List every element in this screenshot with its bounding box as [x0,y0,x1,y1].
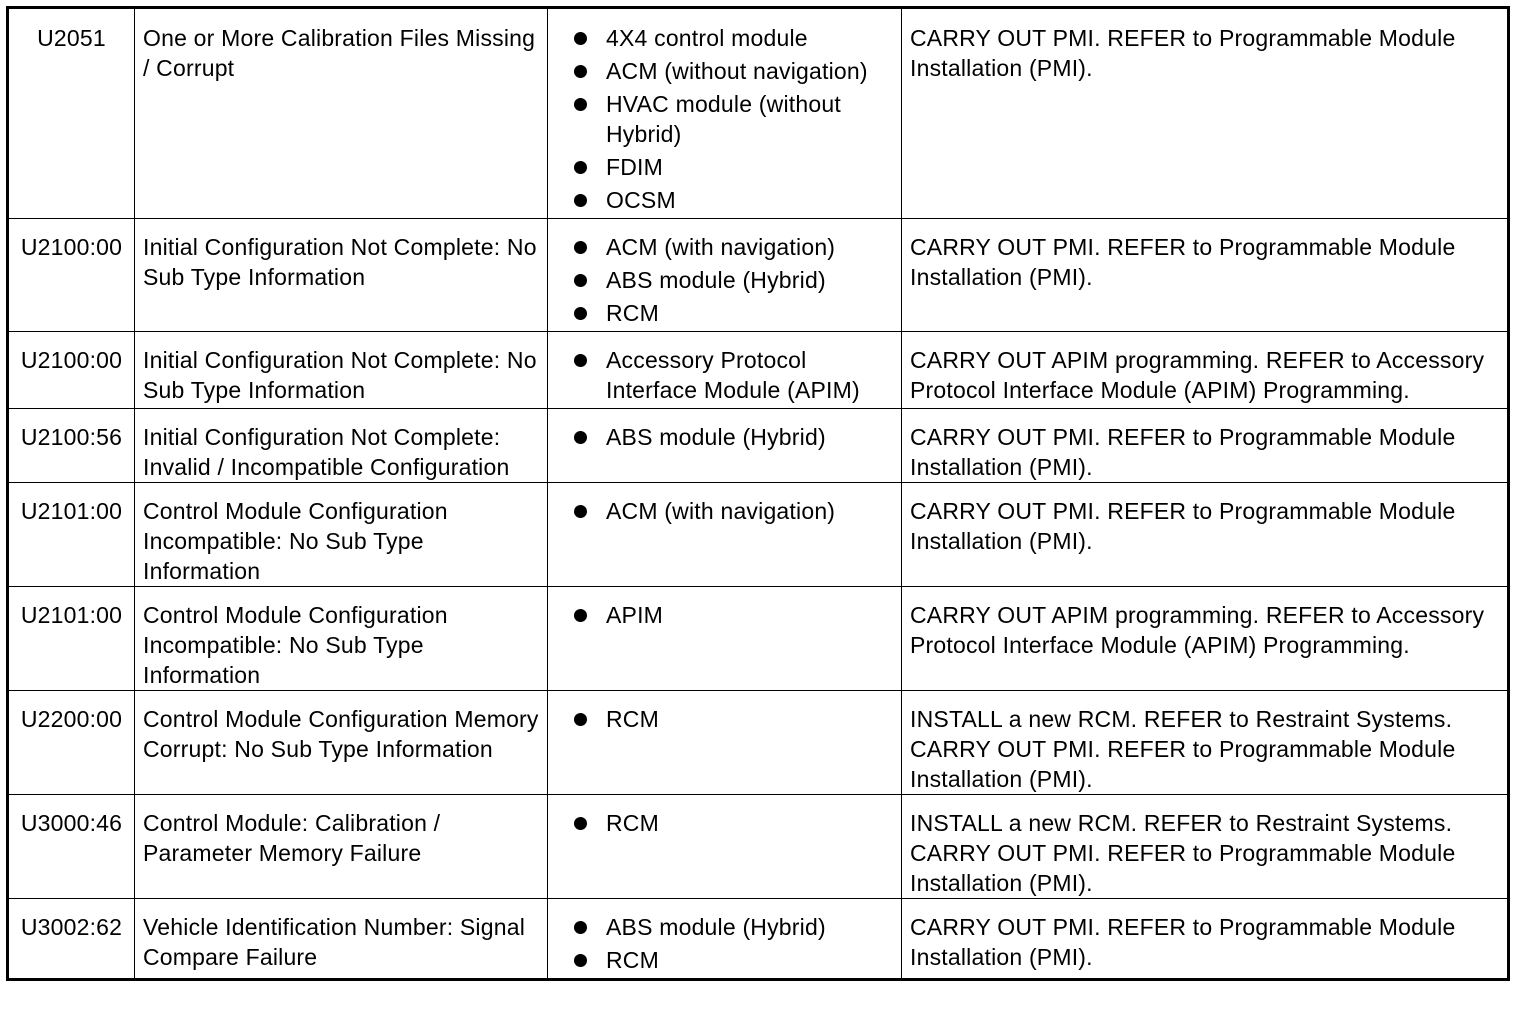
module-list [556,232,893,328]
dtc-description: One or More Calibration Files Missing / Corrupt [135,8,548,219]
table-row [8,795,1509,899]
dtc-code: U2200:00 [8,691,135,795]
dtc-code: U2100:56 [8,409,135,483]
module-item: ABS module (Hybrid) [556,422,893,452]
module-list [556,600,893,630]
module-item: FDIM [556,152,893,182]
module-item: ACM (with navigation) [556,232,893,262]
table-row [8,219,1509,332]
module-item: HVAC module (without Hybrid) [556,89,893,149]
dtc-code: U3000:46 [8,795,135,899]
dtc-action: INSTALL a new RCM. REFER to Restraint Systems. CARRY OUT PMI. REFER to Programmable Module Installation (PMI). [902,795,1509,899]
module-item: RCM [556,704,893,734]
module-list [556,23,893,215]
dtc-code: U2101:00 [8,483,135,587]
dtc-description: Initial Configuration Not Complete: No Sub Type Information [135,332,548,409]
module-cell [548,332,902,409]
module-cell [548,587,902,691]
table-row [8,332,1509,409]
dtc-action: CARRY OUT PMI. REFER to Programmable Module Installation (PMI). [902,899,1509,980]
table-row [8,691,1509,795]
module-cell [548,409,902,483]
module-list [556,345,893,405]
module-item: RCM [556,298,893,328]
dtc-action: INSTALL a new RCM. REFER to Restraint Systems. CARRY OUT PMI. REFER to Programmable Module Installation (PMI). [902,691,1509,795]
dtc-description: Control Module: Calibration / Parameter Memory Failure [135,795,548,899]
dtc-code: U2100:00 [8,332,135,409]
module-cell [548,483,902,587]
dtc-action: CARRY OUT APIM programming. REFER to Accessory Protocol Interface Module (APIM) Programming. [902,587,1509,691]
dtc-code: U2051 [8,8,135,219]
module-item: 4X4 control module [556,23,893,53]
dtc-code: U2101:00 [8,587,135,691]
module-cell [548,219,902,332]
table-row [8,409,1509,483]
dtc-table-body [8,8,1509,980]
module-item: Accessory Protocol Interface Module (APIM) [556,345,893,405]
module-list [556,422,893,452]
module-item: ABS module (Hybrid) [556,265,893,295]
dtc-action: CARRY OUT PMI. REFER to Programmable Module Installation (PMI). [902,8,1509,219]
module-list [556,704,893,734]
module-item: OCSM [556,185,893,215]
dtc-description: Control Module Configuration Incompatible: No Sub Type Information [135,587,548,691]
dtc-code: U2100:00 [8,219,135,332]
module-item: RCM [556,945,893,975]
table-row [8,483,1509,587]
module-list [556,912,893,975]
module-item: ACM (with navigation) [556,496,893,526]
module-item: RCM [556,808,893,838]
module-cell [548,795,902,899]
module-cell [548,8,902,219]
dtc-table [6,6,1510,981]
dtc-action: CARRY OUT PMI. REFER to Programmable Module Installation (PMI). [902,409,1509,483]
dtc-description: Control Module Configuration Memory Corrupt: No Sub Type Information [135,691,548,795]
dtc-action: CARRY OUT APIM programming. REFER to Accessory Protocol Interface Module (APIM) Programming. [902,332,1509,409]
module-cell [548,691,902,795]
module-list [556,496,893,526]
module-cell [548,899,902,980]
module-list [556,808,893,838]
dtc-description: Initial Configuration Not Complete: Invalid / Incompatible Configuration [135,409,548,483]
dtc-description: Control Module Configuration Incompatible: No Sub Type Information [135,483,548,587]
dtc-action: CARRY OUT PMI. REFER to Programmable Module Installation (PMI). [902,483,1509,587]
dtc-description: Vehicle Identification Number: Signal Compare Failure [135,899,548,980]
dtc-action: CARRY OUT PMI. REFER to Programmable Module Installation (PMI). [902,219,1509,332]
table-row [8,587,1509,691]
dtc-code: U3002:62 [8,899,135,980]
module-item: APIM [556,600,893,630]
table-row [8,899,1509,980]
module-item: ABS module (Hybrid) [556,912,893,942]
dtc-description: Initial Configuration Not Complete: No Sub Type Information [135,219,548,332]
table-row [8,8,1509,219]
module-item: ACM (without navigation) [556,56,893,86]
